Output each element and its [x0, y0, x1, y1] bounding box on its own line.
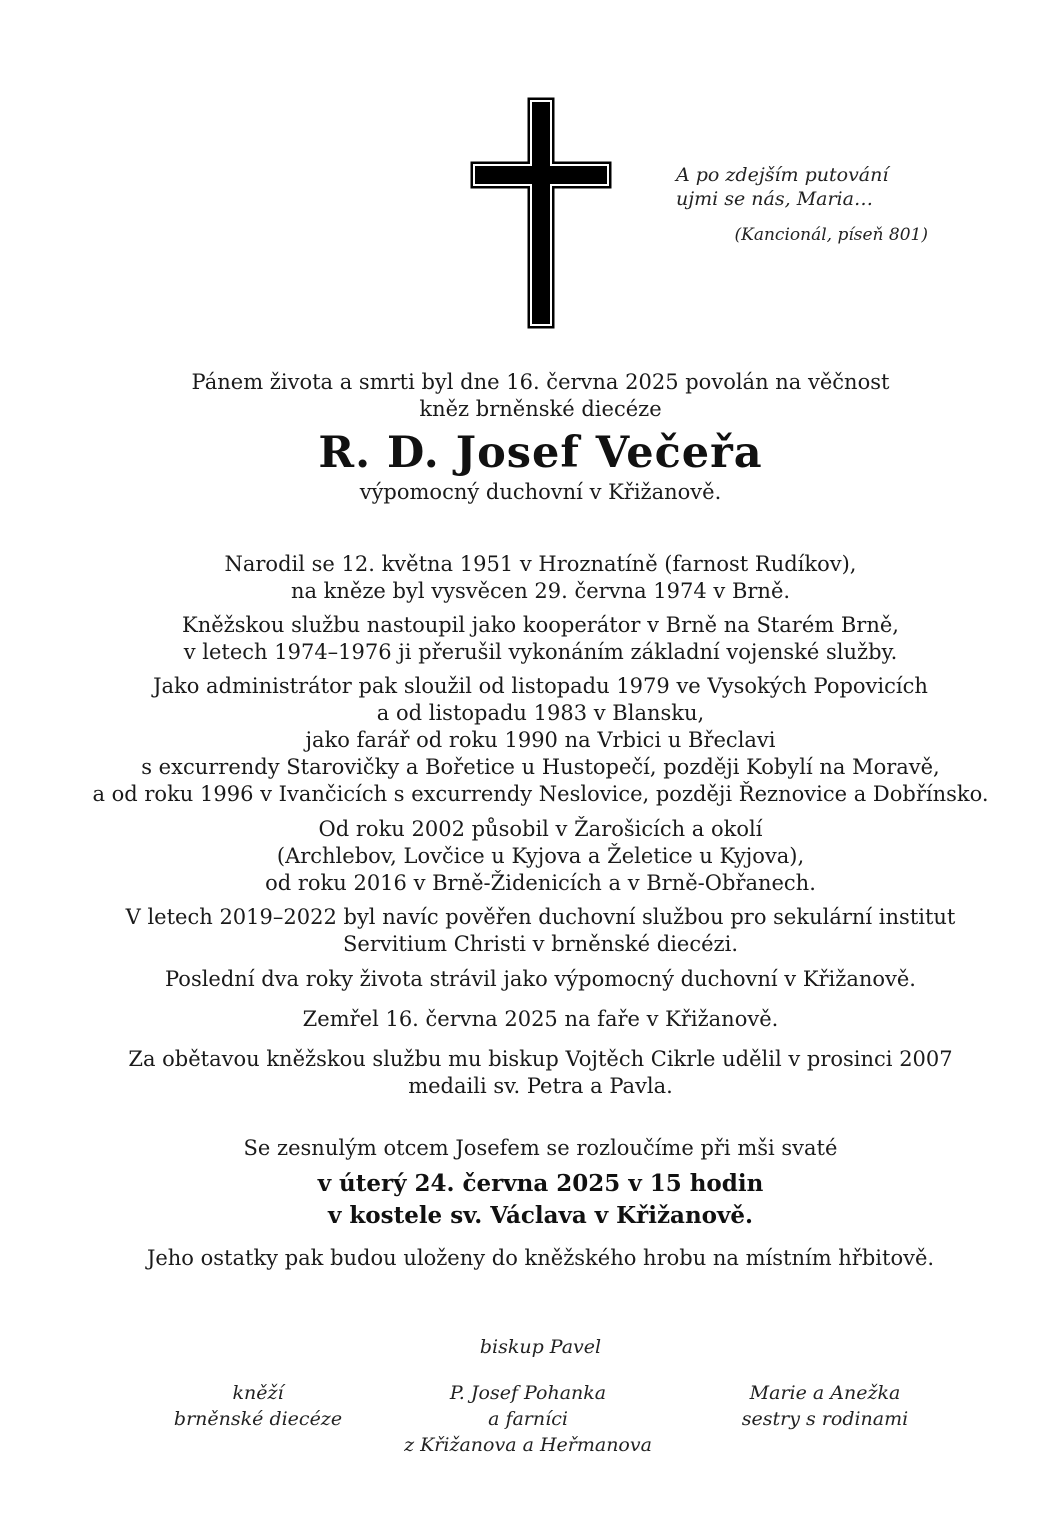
biography-line: Servitium Christi v brněnské diecézi.: [343, 932, 738, 956]
signature-line: sestry s rodinami: [741, 1408, 909, 1430]
biography-line: na kněze byl vysvěcen 29. června 1974 v Brně.: [290, 579, 791, 603]
burial-note: Jeho ostatky pak budou uloženy do kněžského hrobu na místním hřbitově.: [146, 1246, 935, 1270]
biography-line: Od roku 2002 působil v Žarošicích a okolí: [318, 817, 763, 841]
ceremony-details: [38, 1168, 1043, 1232]
hymn-quote-source: (Kancionál, píseň 801): [734, 225, 928, 245]
death-date-paragraph: [38, 1006, 1043, 1033]
biography-line: Za obětavou kněžskou službu mu biskup Vojtěch Cikrle udělil v prosinci 2007: [128, 1047, 953, 1071]
announcement-line: kněz brněnské diecéze: [419, 397, 662, 421]
biography-line: a od roku 1996 v Ivančicích s excurrendy Neslovice, později Řeznovice a Dobřínsko.: [92, 782, 989, 806]
biography-line: medaili sv. Petra a Pavla.: [408, 1074, 673, 1098]
signature-line: kněží: [232, 1382, 284, 1404]
biography-line: jako farář od roku 1990 na Vrbici u Břeclavi: [305, 728, 776, 752]
ceremony-line: v úterý 24. června 2025 v 15 hodin: [317, 1170, 764, 1197]
biography-line: (Archlebov, Lovčice u Kyjova a Želetice u Kyjova),: [276, 844, 805, 868]
biography-line: Zemřel 16. června 2025 na faře v Křižanově.: [302, 1007, 779, 1031]
deceased-role: výpomocný duchovní v Křižanově.: [359, 480, 722, 504]
biography-line: Narodil se 12. května 1951 v Hroznatíně (farnost Rudíkov),: [224, 552, 857, 576]
signature-bishop: biskup Pavel: [479, 1336, 602, 1358]
signature-line: brněnské diecéze: [173, 1408, 343, 1430]
biography-line: od roku 2016 v Brně-Židenicích a v Brně-Obřanech.: [265, 871, 816, 895]
announcement-line: Pánem života a smrti byl dne 16. června 2025 povolán na věčnost: [191, 370, 890, 394]
biography-line: Kněžskou službu nastoupil jako kooperátor v Brně na Starém Brně,: [182, 613, 899, 637]
biography-line: a od listopadu 1983 v Blansku,: [376, 701, 705, 725]
biography-paragraph: [38, 551, 1043, 605]
signature-line: a farníci: [488, 1408, 568, 1430]
biography-paragraph: [38, 612, 1043, 666]
signature-line: z Křižanova a Heřmanova: [404, 1434, 652, 1456]
death-announcement: [38, 369, 1043, 423]
biography-paragraph: [38, 966, 1043, 993]
biography-paragraph: [38, 673, 1043, 808]
signature-line: Marie a Anežka: [749, 1382, 901, 1404]
signature-column-parish: [404, 1380, 652, 1458]
biography-line: Jako administrátor pak sloužil od listopadu 1979 ve Vysokých Popovicích: [153, 674, 928, 698]
deceased-name: R. D. Josef Večeřa: [318, 428, 763, 478]
hymn-quote-line: ujmi se nás, Maria…: [676, 188, 873, 210]
ceremony-line: v kostele sv. Václava v Křižanově.: [327, 1202, 754, 1229]
farewell-intro: Se zesnulým otcem Josefem se rozloučíme při mši svaté: [243, 1136, 838, 1160]
biography-line: s excurrendy Starovičky a Bořetice u Hustopečí, později Kobylí na Moravě,: [141, 755, 940, 779]
hymn-quote-line: A po zdejším putování: [676, 164, 889, 186]
signature-columns: [38, 1380, 1043, 1475]
biography-paragraph: [38, 816, 1043, 897]
biography-paragraph: [38, 904, 1043, 958]
medal-paragraph: [38, 1046, 1043, 1100]
signature-column-family: [742, 1380, 908, 1432]
biography-line: V letech 2019–2022 byl navíc pověřen duchovní službou pro sekulární institut: [125, 905, 956, 929]
biography-line: v letech 1974–1976 ji přerušil vykonáním základní vojenské služby.: [183, 640, 898, 664]
signature-column-priests: [174, 1380, 342, 1432]
signature-line: P. Josef Pohanka: [449, 1382, 607, 1404]
biography-line: Poslední dva roky života strávil jako výpomocný duchovní v Křižanově.: [165, 967, 916, 991]
notice-body: [38, 0, 1043, 1475]
